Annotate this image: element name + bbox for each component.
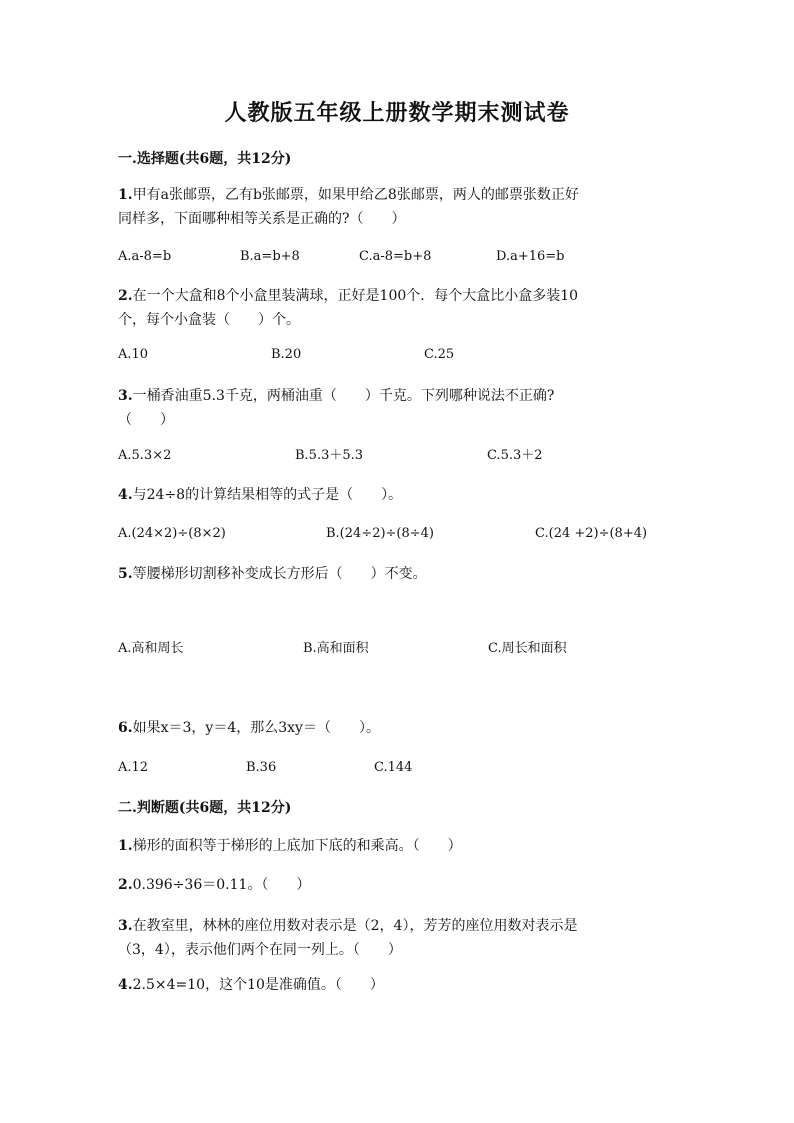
option-a: A.a-8=b — [118, 249, 172, 264]
question-number: 6. — [118, 720, 133, 736]
question-text: 2.5×4=10，这个10是准确值。（ ） — [132, 977, 384, 993]
question-2-options — [118, 343, 678, 367]
option-b: B.36 — [246, 760, 277, 775]
question-number: 1. — [118, 838, 133, 854]
question-text: 一桶香油重5.3千克，两桶油重（ ）千克。下列哪种说法不正确? — [132, 388, 555, 404]
section-heading-choice: 一.选择题(共6题，共12分) — [118, 151, 292, 167]
judgement-question-3 — [118, 914, 678, 962]
question-1 — [118, 183, 678, 231]
question-text: 在教室里，林林的座位用数对表示是（2，4），芳芳的座位用数对表示是 — [132, 918, 578, 934]
option-b: B.a=b+8 — [240, 249, 300, 264]
question-text: 与24÷8的计算结果相等的式子是（ ）。 — [132, 487, 403, 503]
question-2 — [118, 284, 678, 332]
question-text-line2: （ ） — [118, 412, 174, 428]
question-4 — [118, 483, 678, 507]
question-3 — [118, 384, 678, 432]
question-4-options — [118, 522, 678, 546]
question-number: 5. — [118, 566, 133, 582]
question-text-line2: 个，每个小盒装（ ）个。 — [118, 312, 300, 328]
judgement-question-4 — [118, 973, 678, 997]
option-c: C.25 — [424, 347, 455, 362]
question-5-options — [118, 637, 678, 661]
option-a: A.高和周长 — [118, 641, 184, 656]
option-b: B.5.3＋5.3 — [295, 448, 364, 463]
question-text: 梯形的面积等于梯形的上底加下底的和乘高。（ ） — [132, 838, 462, 854]
question-text: 0.396÷36＝0.11。（ ） — [132, 877, 311, 893]
question-number: 2. — [118, 288, 133, 304]
option-c: C.a-8=b+8 — [359, 249, 432, 264]
option-c: C.144 — [374, 760, 413, 775]
question-1-options — [118, 245, 678, 269]
question-text-line2: 同样多，下面哪种相等关系是正确的?（ ） — [118, 211, 406, 227]
question-number: 3. — [118, 388, 133, 404]
judgement-question-2 — [118, 873, 678, 897]
option-c: C.周长和面积 — [488, 641, 567, 656]
question-text: 甲有a张邮票，乙有b张邮票，如果甲给乙8张邮票，两人的邮票张数正好 — [132, 187, 579, 203]
section-heading-judgement: 二.判断题(共6题，共12分) — [118, 800, 292, 816]
option-a: A.5.3×2 — [118, 448, 172, 463]
option-a: A.12 — [118, 760, 149, 775]
question-text: 在一个大盒和8个小盒里装满球，正好是100个．每个大盒比小盒多装10 — [132, 288, 579, 304]
question-number: 2. — [118, 877, 133, 893]
page-title: 人教版五年级上册数学期末测试卷 — [224, 100, 570, 126]
question-6 — [118, 716, 678, 740]
question-number: 1. — [118, 187, 133, 203]
question-text: 等腰梯形切割移补变成长方形后（ ）不变。 — [132, 566, 427, 582]
option-a: A.10 — [118, 347, 149, 362]
judgement-question-1 — [118, 834, 678, 858]
question-number: 3. — [118, 918, 133, 934]
question-text: 如果x＝3，y＝4，那么3xy＝（ ）。 — [132, 720, 380, 736]
option-b: B.20 — [271, 347, 302, 362]
question-number: 4. — [118, 487, 133, 503]
option-d: D.a+16=b — [496, 249, 565, 264]
option-c: C.5.3＋2 — [487, 448, 543, 463]
option-b: B.高和面积 — [303, 641, 369, 656]
question-text-line2: （3，4），表示他们两个在同一列上。（ ） — [118, 942, 402, 958]
question-number: 4. — [118, 977, 133, 993]
option-a: A.(24×2)÷(8×2) — [118, 526, 226, 541]
option-c: C.(24 +2)÷(8+4) — [535, 526, 648, 541]
question-5 — [118, 562, 678, 586]
question-3-options — [118, 444, 678, 468]
option-b: B.(24÷2)÷(8÷4) — [326, 526, 435, 541]
question-6-options — [118, 756, 678, 780]
